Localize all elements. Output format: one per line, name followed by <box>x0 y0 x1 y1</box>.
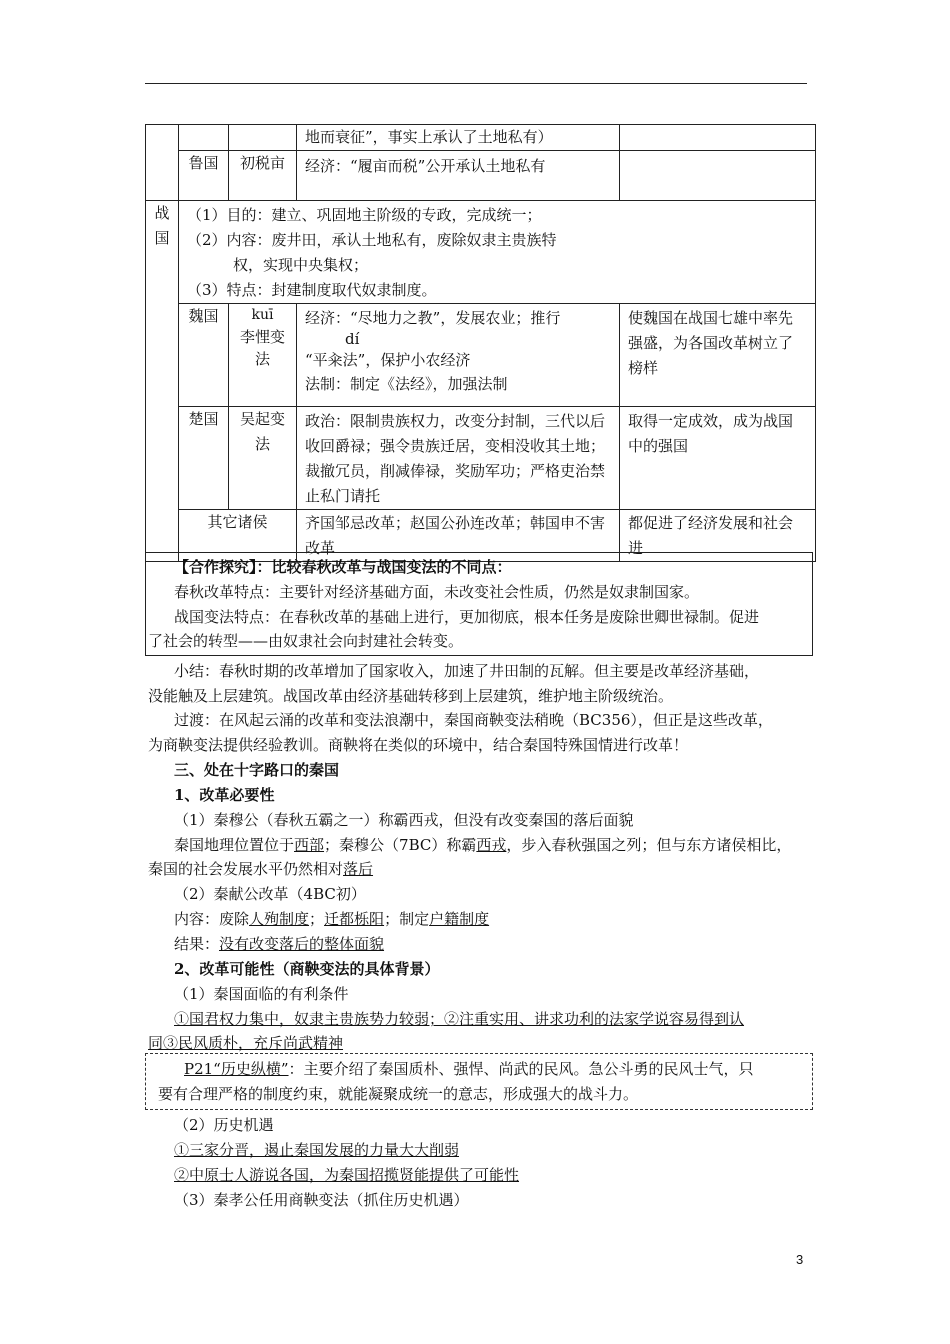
reform-table <box>145 124 816 562</box>
paragraph: （1）秦穆公（春秋五霸之一）称霸西戎，但没有改变秦国的落后面貌 <box>174 811 634 829</box>
section-heading: 三、处在十字路口的秦国 <box>174 761 340 779</box>
reform-name: 初税亩 <box>229 151 297 201</box>
text-run: 内容：废除 <box>174 910 250 928</box>
transition-text: 为商鞅变法提供经验教训。商鞅将在类似的环境中，结合秦国特殊国情进行改革！ <box>148 736 689 754</box>
summary-line: （1）目的：建立、巩固地主阶级的专政，完成统一； <box>187 206 542 224</box>
table-row <box>146 407 816 510</box>
state-name: 楚国 <box>179 407 229 510</box>
header-rule <box>145 83 807 84</box>
summary-text: 小结：春秋时期的改革增加了国家收入，加速了井田制的瓦解。但主要是改革经济基础， <box>174 662 760 680</box>
table-cell: 齐国邹忌改革；赵国公孙连改革；韩国申不害改革 <box>297 510 620 562</box>
table-cell: 地而衰征”，事实上承认了土地私有） <box>305 128 553 146</box>
paragraph <box>174 932 384 956</box>
effect-cell: 都促进了经济发展和社会进 <box>620 510 816 562</box>
paragraph: （1）秦国面临的有利条件 <box>174 985 349 1003</box>
underlined-term: 没有改变落后的整体面貌 <box>219 935 385 953</box>
text-run: ； <box>309 910 325 928</box>
paragraph: ①三家分晋，遏止秦国发展的力量大大削弱 <box>174 1141 460 1159</box>
table-row <box>146 304 816 407</box>
table-row <box>146 125 816 151</box>
table-row <box>146 151 816 201</box>
underlined-term: 西戎 <box>476 836 507 854</box>
paragraph: ①国君权力集中，奴隶主贵族势力较弱；②注重实用、讲求功利的法家学说容易得到认 <box>174 1010 745 1028</box>
effect-cell: 使魏国在战国七雄中率先强盛，为各国改革树立了榜样 <box>620 304 816 407</box>
text-run: 秦国地理位置位于 <box>174 836 295 854</box>
transition-text: 过渡：在风起云涌的改革和变法浪潮中，秦国商鞅变法稍晚（BC356），但正是这些改革， <box>174 711 773 729</box>
page-number: 3 <box>796 1252 804 1267</box>
period-label: 战国 <box>154 204 170 247</box>
coop-line: 战国变法特点：在春秋改革的基础上进行，更加彻底，根本任务是废除世卿世禄制。促进 <box>174 608 760 626</box>
coop-line: 了社会的转型——由奴隶社会向封建社会转变。 <box>148 632 464 650</box>
pinyin-annotation: dí <box>345 330 360 348</box>
text-run: ；秦穆公（7BC）称霸 <box>324 836 477 854</box>
summary-line: （2）内容：废井田，承认土地私有，废除奴隶主贵族特 <box>187 231 557 249</box>
paragraph <box>148 857 373 881</box>
text-run: ，步入春秋强国之列；但与东方诸侯相比， <box>506 836 792 854</box>
text-run: ；制定 <box>384 910 430 928</box>
paragraph: （2）历史机遇 <box>174 1116 274 1134</box>
table-cell: 政治：限制贵族权力，改变分封制，三代以后收回爵禄；强令贵族迁居，变相没收其土地；裁撤冗员，削减俸禄，奖励军功；严格吏治禁止私门请托 <box>297 407 620 510</box>
subsection-heading: 2、改革可能性（商鞅变法的具体背景） <box>174 960 440 978</box>
paragraph: 同③民风质朴，充斥尚武精神 <box>148 1034 344 1052</box>
paragraph <box>174 907 489 931</box>
text-run: 结果： <box>174 935 220 953</box>
history-note: 要有合理严格的制度约束，就能凝聚成统一的意志，形成强大的战斗力。 <box>158 1085 639 1103</box>
effect-cell: 取得一定成效，成为战国中的强国 <box>620 407 816 510</box>
summary-line: （3）特点：封建制度取代奴隶制度。 <box>187 281 437 299</box>
table-row <box>146 201 816 304</box>
reform-name: 李悝变法 <box>239 328 285 368</box>
pinyin-annotation: kuī <box>251 307 274 323</box>
coop-title: 【合作探究】：比较春秋改革与战国变法的不同点： <box>174 558 512 576</box>
underlined-term: 西部 <box>294 836 325 854</box>
reform-name: 吴起变法 <box>229 407 297 510</box>
underlined-term: 人殉制度 <box>249 910 310 928</box>
text-run: 秦国的社会发展水平仍然相对 <box>148 860 344 878</box>
table-cell: 经济：“尽地力之教”，发展农业；推行 <box>305 309 561 327</box>
table-cell: 法制：制定《法经》，加强法制 <box>305 375 508 393</box>
text-run: ：主要介绍了秦国质朴、强悍、尚武的民风。急公斗勇的民风士气，只 <box>288 1060 754 1078</box>
history-note <box>184 1057 754 1081</box>
subsection-heading: 1、改革必要性 <box>174 786 275 804</box>
table-cell: 经济：“履亩而税”公开承认土地私有 <box>297 151 620 201</box>
summary-text: 没能触及上层建筑。战国改革由经济基础转移到上层建筑，维护地主阶级统治。 <box>148 687 674 705</box>
summary-line: 权，实现中央集权； <box>233 256 369 274</box>
paragraph: （2）秦献公改革（4BC初） <box>174 885 366 903</box>
coop-line: 春秋改革特点：主要针对经济基础方面，未改变社会性质，仍然是奴隶制国家。 <box>174 583 700 601</box>
underlined-term: 户籍制度 <box>429 910 490 928</box>
zhanguo-summary <box>179 201 816 304</box>
underlined-term: 落后 <box>343 860 374 878</box>
underlined-term: P21“历史纵横” <box>184 1060 289 1078</box>
other-label: 其它诸侯 <box>179 510 297 562</box>
state-name: 鲁国 <box>179 151 229 201</box>
paragraph: ②中原士人游说各国，为秦国招揽贤能提供了可能性 <box>174 1166 520 1184</box>
table-cell: “平籴法”，保护小农经济 <box>305 351 471 369</box>
paragraph <box>174 833 791 857</box>
state-name: 魏国 <box>179 304 229 407</box>
underlined-term: 迁都栎阳 <box>324 910 385 928</box>
paragraph: （3）秦孝公任用商鞅变法（抓住历史机遇） <box>174 1191 469 1209</box>
